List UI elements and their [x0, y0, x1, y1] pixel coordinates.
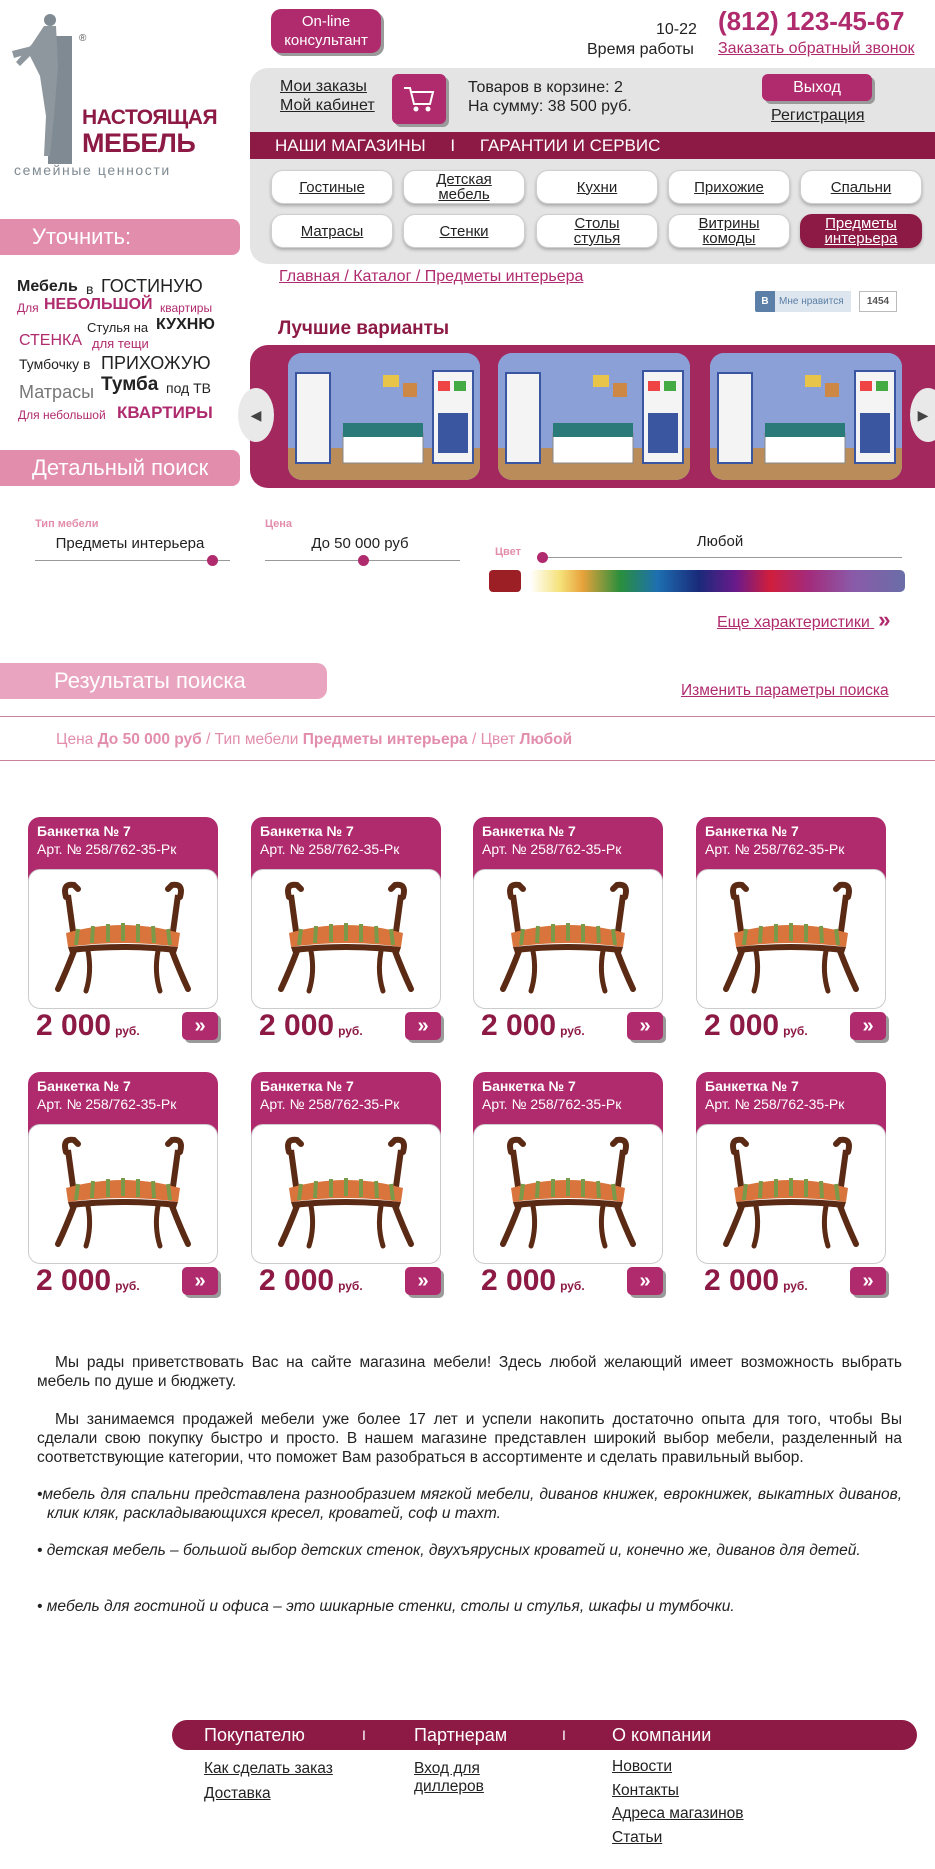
price-value: 2 000: [704, 1009, 780, 1042]
detailed-search-header: Детальный поиск: [0, 450, 240, 486]
tag-link[interactable]: КВАРТИРЫ: [117, 403, 213, 422]
product-price: [704, 1264, 808, 1298]
results-divider-top: [0, 716, 935, 717]
bullet-kids: • детская мебель – большой выбор детских стенок, двухъярусных кроватей и, конечно же, диванов для детей.: [37, 1542, 861, 1559]
product-card[interactable]: [251, 1072, 441, 1264]
vk-like-count: 1454: [859, 291, 897, 312]
tag-link[interactable]: НЕБОЛЬШОЙ: [44, 296, 153, 313]
tag-link[interactable]: для тещи: [92, 336, 149, 351]
tag-link[interactable]: Тумба: [101, 374, 159, 395]
product-article: Арт. № 258/762-35-Рк: [482, 1096, 622, 1112]
category-9[interactable]: Витрины комоды: [668, 214, 790, 248]
vk-like-widget[interactable]: [755, 291, 898, 312]
bench-image-icon: [493, 877, 643, 1002]
product-name: Банкетка № 7: [705, 823, 799, 839]
product-card[interactable]: [473, 1072, 663, 1264]
arrow-left-icon: ◀: [250, 406, 262, 423]
main-nav: [250, 132, 935, 159]
product-go-button[interactable]: [627, 1012, 663, 1040]
category-2[interactable]: Детская мебель: [403, 170, 525, 204]
price-currency: руб.: [338, 1279, 363, 1293]
refine-header: Уточнить:: [0, 219, 240, 255]
price-value: 2 000: [259, 1009, 335, 1042]
product-card[interactable]: [28, 817, 218, 1009]
color-swatch: [489, 570, 521, 592]
filter-type-label: Тип мебели: [35, 518, 99, 530]
footer-col3-title: О компании: [612, 1725, 712, 1745]
best-options-title: Лучшие варианты: [278, 318, 450, 339]
filter-color-track: [540, 557, 902, 558]
bench-image-icon: [48, 877, 198, 1002]
product-go-button[interactable]: [182, 1267, 218, 1295]
tag-link[interactable]: Стулья на: [87, 320, 149, 335]
product-article: Арт. № 258/762-35-Рк: [705, 1096, 845, 1112]
double-chevron-icon: »: [417, 1270, 429, 1292]
footer-col2-title: Партнерам: [414, 1725, 508, 1745]
logout-button[interactable]: Выход: [762, 74, 872, 101]
arrow-right-icon: ▶: [917, 406, 929, 423]
carousel-slide[interactable]: [498, 353, 690, 480]
product-price: [36, 1264, 140, 1298]
bench-image-icon: [716, 1132, 866, 1257]
footer-link[interactable]: Как сделать заказ: [204, 1760, 333, 1777]
footer-link[interactable]: Доставка: [204, 1785, 271, 1802]
tag-link[interactable]: КУХНЮ: [156, 316, 215, 333]
tag-link[interactable]: Тумбочку в: [19, 356, 91, 372]
nav-our-stores[interactable]: НАШИ МАГАЗИНЫ: [275, 136, 426, 155]
product-name: Банкетка № 7: [37, 823, 131, 839]
carousel-slide[interactable]: [288, 353, 480, 480]
product-name: Банкетка № 7: [482, 1078, 576, 1094]
more-characteristics-link[interactable]: Еще характеристики »: [717, 607, 891, 632]
product-card[interactable]: [696, 1072, 886, 1264]
filter-color-label: Цвет: [495, 546, 522, 558]
color-spectrum[interactable]: [530, 570, 905, 592]
price-value: 2 000: [481, 1009, 557, 1042]
product-card[interactable]: [251, 817, 441, 1009]
footer-sep-1: I: [362, 1727, 366, 1743]
product-image[interactable]: [251, 1124, 441, 1264]
summary-key: Цена: [56, 731, 98, 748]
category-6[interactable]: Матрасы: [271, 214, 393, 248]
my-orders-link[interactable]: Мои заказы: [280, 78, 367, 95]
price-currency: руб.: [560, 1024, 585, 1038]
product-card[interactable]: [696, 817, 886, 1009]
product-price: [481, 1264, 585, 1298]
footer-link[interactable]: Контакты: [612, 1781, 679, 1799]
footer-link[interactable]: Статьи: [612, 1828, 663, 1846]
carousel-slide[interactable]: [710, 353, 902, 480]
results-title: Результаты поиска: [0, 663, 327, 699]
filter-price-value[interactable]: До 50 000 руб: [311, 535, 409, 552]
product-image[interactable]: [28, 1124, 218, 1264]
nav-warranty-service[interactable]: ГАРАНТИИ И СЕРВИС: [479, 136, 661, 155]
register-link[interactable]: Регистрация: [771, 107, 865, 124]
bench-image-icon: [271, 1132, 421, 1257]
tag-link[interactable]: в: [86, 281, 94, 297]
bedroom-image-icon: [288, 353, 480, 480]
category-4[interactable]: Прихожие: [668, 170, 790, 204]
best-carousel: [250, 345, 935, 488]
product-article: Арт. № 258/762-35-Рк: [37, 1096, 177, 1112]
double-chevron-icon: »: [862, 1015, 874, 1037]
price-value: 2 000: [259, 1264, 335, 1297]
price-currency: руб.: [783, 1279, 808, 1293]
category-1[interactable]: Гостиные: [271, 170, 393, 204]
callback-link[interactable]: Заказать обратный звонок: [718, 40, 915, 57]
logo-line2: МЕБЕЛЬ: [82, 128, 196, 158]
price-currency: руб.: [115, 1279, 140, 1293]
double-chevron-icon: »: [639, 1270, 651, 1292]
intro-paragraph-2: Мы занимаемся продажей мебели уже более 17 лет и успели накопить достаточно опыта для того, чтобы Вы сделали свою покупку быстро и просто. В нашем магазине представлен широкий выбор мебели, разделенный на соответствующие категории, что поможет Вам разобраться в ассортименте и сделать правильный выбор.: [37, 1411, 902, 1466]
summary-key: / Цвет: [467, 731, 520, 748]
results-divider-bottom: [0, 760, 935, 761]
price-currency: руб.: [338, 1024, 363, 1038]
product-go-button[interactable]: [850, 1012, 886, 1040]
bedroom-image-icon: [710, 353, 902, 480]
footer-sep-2: I: [562, 1727, 566, 1743]
product-go-button[interactable]: [182, 1012, 218, 1040]
category-5[interactable]: Спальни: [800, 170, 922, 204]
product-card[interactable]: [473, 817, 663, 1009]
double-chevron-icon: »: [194, 1270, 206, 1292]
work-hours-value: 10-22: [656, 21, 697, 38]
product-go-button[interactable]: [405, 1267, 441, 1295]
product-price: [481, 1009, 585, 1043]
cart-button[interactable]: [392, 74, 446, 124]
category-8[interactable]: Столы стулья: [536, 214, 658, 248]
product-name: Банкетка № 7: [260, 1078, 354, 1094]
logo[interactable]: [10, 6, 218, 181]
footer-bar: [172, 1720, 917, 1750]
footer-link[interactable]: Новости: [612, 1758, 673, 1775]
summary-value: Предметы интерьера: [302, 731, 468, 748]
bullet-bedroom: •мебель для спальни представлена разнообразием мягкой мебели, диванов книжек, еврокнижек, выкатных диванов, клик кляк, раскладывающихся кресел, кроватей, соф и тахт.: [37, 1486, 902, 1522]
logo-figure-icon: [10, 6, 90, 166]
product-go-button[interactable]: [850, 1267, 886, 1295]
product-name: Банкетка № 7: [705, 1078, 799, 1094]
logo-line1: НАСТОЯЩАЯ: [82, 106, 218, 129]
price-currency: руб.: [783, 1024, 808, 1038]
filter-price-slider[interactable]: [358, 555, 369, 566]
product-article: Арт. № 258/762-35-Рк: [37, 841, 177, 857]
product-article: Арт. № 258/762-35-Рк: [260, 841, 400, 857]
product-card[interactable]: [28, 1072, 218, 1264]
tag-link[interactable]: квартиры: [160, 301, 213, 315]
tag-link[interactable]: СТЕНКА: [19, 332, 83, 349]
bench-image-icon: [271, 877, 421, 1002]
vk-like-label: Мне нравится: [775, 291, 851, 312]
phone-number: (812) 123-45-67: [718, 6, 905, 36]
product-article: Арт. № 258/762-35-Рк: [705, 841, 845, 857]
tag-link[interactable]: Для небольшой: [18, 408, 106, 422]
tag-link[interactable]: Для: [17, 301, 39, 315]
product-go-button[interactable]: [405, 1012, 441, 1040]
price-currency: руб.: [560, 1279, 585, 1293]
filter-price-label: Цена: [265, 518, 293, 530]
bedroom-image-icon: [498, 353, 690, 480]
tag-link[interactable]: ГОСТИНУЮ: [101, 276, 203, 296]
product-name: Банкетка № 7: [37, 1078, 131, 1094]
price-currency: руб.: [115, 1024, 140, 1038]
carousel-prev-button[interactable]: [238, 388, 274, 442]
category-7[interactable]: Стенки: [403, 214, 525, 248]
product-image[interactable]: [473, 1124, 663, 1264]
filter-type-slider[interactable]: [207, 555, 218, 566]
change-search-link[interactable]: Изменить параметры поиска: [681, 682, 889, 699]
search-summary: [56, 731, 572, 749]
bench-image-icon: [493, 1132, 643, 1257]
product-go-button[interactable]: [627, 1267, 663, 1295]
double-chevron-icon: »: [878, 607, 891, 632]
product-price: [36, 1009, 140, 1043]
bench-image-icon: [48, 1132, 198, 1257]
price-value: 2 000: [36, 1009, 112, 1042]
filter-type-value[interactable]: Предметы интерьера: [55, 535, 205, 552]
tag-link[interactable]: Матрасы: [19, 382, 95, 402]
category-3[interactable]: Кухни: [536, 170, 658, 204]
vk-icon: В: [755, 291, 775, 312]
footer-col1-title: Покупателю: [204, 1725, 305, 1745]
price-value: 2 000: [481, 1264, 557, 1297]
filter-color-value[interactable]: Любой: [696, 533, 744, 550]
product-article: Арт. № 258/762-35-Рк: [482, 841, 622, 857]
online-consultant-button[interactable]: On-line консультант: [271, 9, 381, 53]
filter-color-slider[interactable]: [537, 552, 548, 563]
product-price: [704, 1009, 808, 1043]
tag-link[interactable]: Мебель: [17, 278, 78, 295]
work-hours-label: Время работы: [587, 41, 694, 58]
summary-key: / Тип мебели: [201, 731, 303, 748]
product-image[interactable]: [28, 869, 218, 1009]
product-image[interactable]: [696, 869, 886, 1009]
product-image[interactable]: [473, 869, 663, 1009]
product-image[interactable]: [251, 869, 441, 1009]
product-name: Банкетка № 7: [482, 823, 576, 839]
category-10[interactable]: Предметы интерьера: [800, 214, 922, 248]
product-name: Банкетка № 7: [260, 823, 354, 839]
my-account-link[interactable]: Мой кабинет: [280, 97, 375, 114]
breadcrumb[interactable]: Главная / Каталог / Предметы интерьера: [279, 268, 584, 285]
price-value: 2 000: [704, 1264, 780, 1297]
nav-separator: I: [450, 136, 456, 155]
footer-link[interactable]: Адреса магазинов: [612, 1805, 744, 1822]
product-price: [259, 1264, 363, 1298]
filter-type-track: [35, 560, 230, 561]
cart-count: Товаров в корзине: 2: [468, 79, 623, 96]
tag-link[interactable]: под ТВ: [166, 380, 212, 396]
double-chevron-icon: »: [639, 1015, 651, 1037]
double-chevron-icon: »: [194, 1015, 206, 1037]
cart-icon: [402, 84, 436, 114]
summary-value: До 50 000 руб: [97, 731, 202, 748]
summary-value: Любой: [519, 731, 573, 748]
bullet-living: • мебель для гостиной и офиса – это шикарные стенки, столы и стулья, шкафы и тумбочки.: [37, 1598, 735, 1615]
cart-sum: На сумму: 38 500 руб.: [468, 98, 632, 115]
intro-paragraph-1: Мы рады приветствовать Вас на сайте магазина мебели! Здесь любой желающий имеет возможность выбрать мебель по душе и бюджету.: [37, 1354, 902, 1390]
tag-link[interactable]: ПРИХОЖУЮ: [101, 353, 211, 373]
price-value: 2 000: [36, 1264, 112, 1297]
bench-image-icon: [716, 877, 866, 1002]
product-price: [259, 1009, 363, 1043]
product-article: Арт. № 258/762-35-Рк: [260, 1096, 400, 1112]
footer-link[interactable]: Вход для диллеров: [414, 1760, 484, 1795]
double-chevron-icon: »: [417, 1015, 429, 1037]
product-image[interactable]: [696, 1124, 886, 1264]
double-chevron-icon: »: [862, 1270, 874, 1292]
logo-reg-mark: ®: [79, 33, 87, 44]
logo-tagline: семейные ценности: [14, 162, 171, 178]
